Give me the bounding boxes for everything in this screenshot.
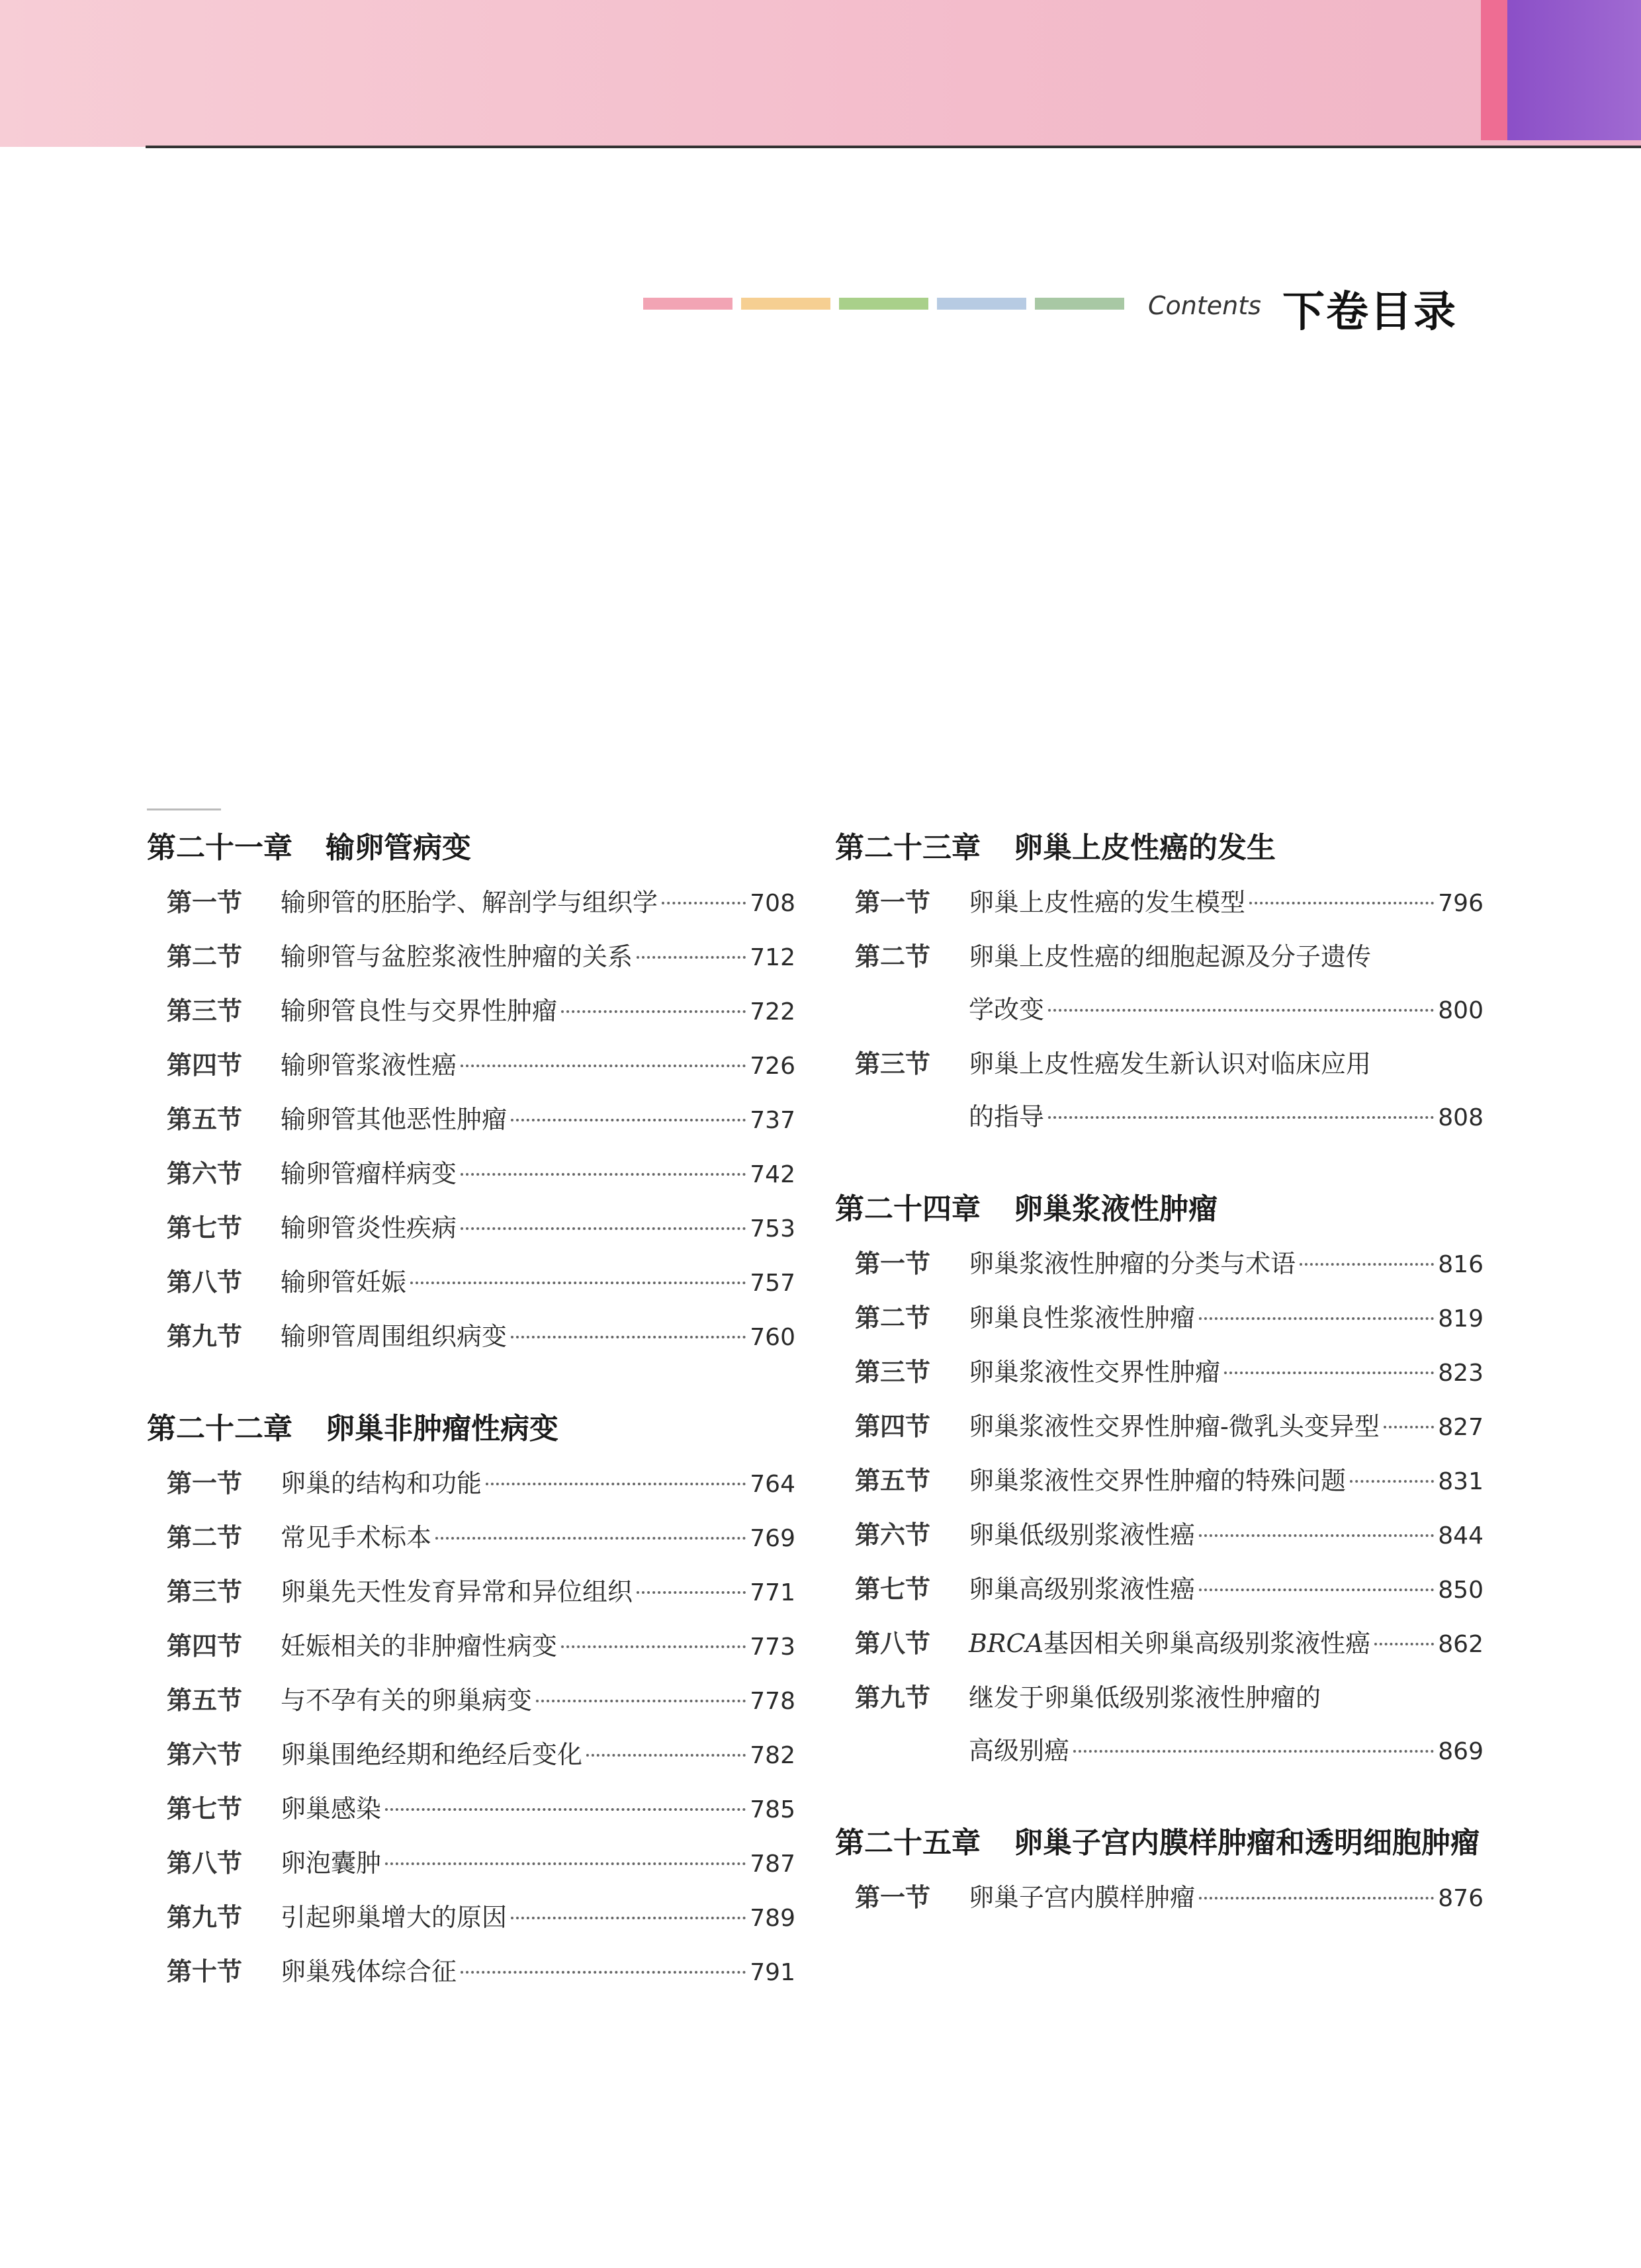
toc-entry[interactable]	[147, 930, 795, 984]
section-number: 第一节	[167, 1468, 243, 1498]
section-title	[281, 1837, 381, 1890]
section-title-text: 输卵管炎性疾病	[281, 1213, 457, 1243]
dot-leader	[1199, 1897, 1434, 1899]
page-number: 778	[750, 1688, 795, 1715]
section-number: 第三节	[167, 1577, 243, 1606]
toc-entry[interactable]	[835, 1508, 1484, 1563]
section-title-text: 输卵管良性与交界性肿瘤	[281, 996, 558, 1025]
color-bar	[741, 298, 830, 310]
section-title-text: 卵巢浆液性肿瘤的分类与术语	[969, 1249, 1296, 1278]
toc-entry[interactable]	[147, 876, 795, 930]
dot-leader	[1300, 1263, 1434, 1266]
section-title-text: 学改变	[969, 995, 1045, 1024]
section-title-text: 卵巢浆液性交界性肿瘤	[969, 1358, 1221, 1387]
section-number: 第三节	[167, 996, 243, 1025]
dot-leader	[1384, 1426, 1434, 1428]
section-number: 第七节	[167, 1794, 243, 1823]
section-number: 第九节	[167, 1902, 243, 1932]
section-title-text: 卵巢先天性发育异常和异位组织	[281, 1577, 633, 1606]
section-title-text: 卵巢子宫内膜样肿瘤	[969, 1883, 1196, 1912]
chapter-name: 卵巢子宫内膜样肿瘤和透明细胞肿瘤	[1014, 1826, 1480, 1860]
page-number: 831	[1438, 1468, 1484, 1495]
dot-leader	[461, 1971, 746, 1974]
section-title	[281, 1201, 457, 1254]
page-number: 764	[750, 1471, 795, 1498]
dot-leader	[1199, 1317, 1434, 1320]
header-color-bars	[643, 298, 1126, 310]
section-title-text: 卵巢围绝经期和绝经后变化	[281, 1740, 583, 1769]
spine-purple-strip	[1507, 0, 1641, 140]
toc-entry[interactable]	[147, 1039, 795, 1093]
section-title-text: 常见手术标本	[281, 1523, 432, 1552]
chapter-name: 卵巢浆液性肿瘤	[1014, 1192, 1218, 1226]
section-title	[281, 1891, 507, 1944]
page-number: 712	[750, 944, 795, 971]
section-title-text: 卵巢良性浆液性肿瘤	[969, 1303, 1196, 1332]
toc-entry[interactable]	[147, 1147, 795, 1201]
section-title	[281, 930, 633, 983]
dot-leader	[1374, 1643, 1434, 1645]
toc-entry[interactable]	[835, 1237, 1484, 1291]
page-number: 808	[1438, 1104, 1484, 1131]
page-title: 下卷目录	[1282, 288, 1457, 337]
dot-leader	[461, 1173, 746, 1176]
toc-entry[interactable]	[835, 1671, 1484, 1778]
toc-entry[interactable]	[147, 1256, 795, 1310]
page-number: 869	[1438, 1738, 1484, 1765]
header-rule	[146, 146, 1641, 148]
section-title-italic: BRCA	[969, 1629, 1044, 1658]
section-number: 第六节	[167, 1739, 243, 1769]
section-number: 第六节	[855, 1520, 931, 1549]
page-number: 823	[1438, 1360, 1484, 1387]
toc-entry[interactable]	[835, 876, 1484, 930]
section-title	[281, 1782, 381, 1835]
chapter-block	[835, 1815, 1484, 1925]
section-title	[281, 1674, 532, 1727]
section-number: 第四节	[855, 1411, 931, 1441]
toc-entry[interactable]	[147, 1891, 795, 1945]
color-bar	[937, 298, 1026, 310]
chapter-number: 第二十四章	[835, 1192, 981, 1226]
section-title-text: 引起卵巢增大的原因	[281, 1903, 508, 1932]
chapter-title[interactable]	[147, 820, 795, 876]
section-number: 第五节	[167, 1104, 243, 1134]
dot-leader	[1048, 1116, 1434, 1119]
section-number: 第九节	[855, 1682, 931, 1712]
section-number: 第六节	[167, 1158, 243, 1188]
section-number: 第一节	[855, 887, 931, 917]
section-number: 第九节	[167, 1321, 243, 1351]
dot-leader	[461, 1065, 746, 1067]
chapter-title[interactable]	[835, 1815, 1484, 1871]
dot-leader	[637, 956, 746, 959]
page-number: 757	[750, 1270, 795, 1297]
section-title-text: 输卵管周围组织病变	[281, 1322, 508, 1351]
section-title	[969, 1508, 1195, 1561]
dot-leader	[435, 1537, 746, 1540]
chapter-title[interactable]	[835, 820, 1484, 876]
section-title	[281, 1620, 557, 1673]
page-number: 771	[750, 1579, 795, 1606]
section-number: 第三节	[855, 1049, 931, 1078]
dot-leader	[561, 1645, 746, 1648]
page-number: 773	[750, 1634, 795, 1661]
toc-entry[interactable]	[147, 1310, 795, 1364]
section-title-text: 卵巢浆液性交界性肿瘤的特殊问题	[969, 1466, 1347, 1495]
section-number: 第二节	[167, 941, 243, 971]
section-title	[969, 1037, 1371, 1090]
section-title	[281, 1945, 457, 1998]
section-title-text: 卵巢低级别浆液性癌	[969, 1520, 1196, 1549]
toc-entry[interactable]	[835, 1346, 1484, 1400]
dot-leader	[1199, 1589, 1434, 1591]
section-title	[969, 930, 1371, 983]
section-title	[969, 1346, 1220, 1399]
color-bar	[643, 298, 732, 310]
toc-entry[interactable]	[147, 1457, 795, 1511]
toc-entry[interactable]	[147, 1674, 795, 1728]
section-title-text: 妊娠相关的非肿瘤性病变	[281, 1632, 558, 1661]
dot-leader	[486, 1483, 746, 1485]
section-number: 第一节	[855, 1248, 931, 1278]
chapter-number: 第二十二章	[147, 1412, 292, 1446]
chapter-title[interactable]	[147, 1401, 795, 1457]
toc-entry[interactable]	[835, 1563, 1484, 1617]
section-title	[969, 1090, 1044, 1143]
section-title-text: 卵巢上皮性癌的细胞起源及分子遗传	[969, 942, 1372, 971]
section-title	[281, 984, 557, 1037]
section-title-text: 输卵管与盆腔浆液性肿瘤的关系	[281, 942, 633, 971]
dot-leader	[511, 1917, 746, 1919]
section-title	[969, 1724, 1069, 1777]
toc-left-column	[147, 820, 795, 2036]
page-number: 769	[750, 1525, 795, 1552]
section-title-text: 基因相关卵巢高级别浆液性癌	[1043, 1629, 1371, 1658]
section-title	[969, 1671, 1321, 1724]
page-number: 708	[750, 890, 795, 917]
page-number: 722	[750, 998, 795, 1025]
top-color-band	[0, 0, 1641, 147]
dot-leader	[385, 1808, 746, 1811]
page-number: 827	[1438, 1414, 1484, 1441]
page-number: 850	[1438, 1577, 1484, 1604]
section-number: 第三节	[855, 1357, 931, 1387]
section-title	[281, 1728, 582, 1781]
toc-entry[interactable]	[147, 1565, 795, 1620]
section-title-text: 输卵管的胚胎学、解剖学与组织学	[281, 888, 658, 917]
section-number: 第五节	[855, 1465, 931, 1495]
section-number: 第十节	[167, 1956, 243, 1986]
page-number: 876	[1438, 1885, 1484, 1912]
section-number: 第一节	[855, 1882, 931, 1912]
section-title	[281, 1039, 457, 1092]
section-title	[969, 1871, 1195, 1924]
toc-entry[interactable]	[147, 1201, 795, 1256]
toc-entry[interactable]	[147, 1945, 795, 1999]
dot-leader	[511, 1119, 746, 1121]
section-title-text: 卵巢感染	[281, 1794, 382, 1823]
spine-pink-strip	[1481, 0, 1507, 140]
toc-entry[interactable]	[147, 1782, 795, 1837]
dot-leader	[586, 1754, 746, 1757]
chapter-block	[835, 820, 1484, 1145]
toc-entry[interactable]	[147, 1093, 795, 1147]
dot-leader	[1224, 1372, 1434, 1374]
section-title	[969, 1291, 1195, 1344]
chapter-number: 第二十五章	[835, 1826, 981, 1860]
page-number: 816	[1438, 1251, 1484, 1278]
toc-entry[interactable]	[147, 1837, 795, 1891]
section-number: 第八节	[167, 1848, 243, 1878]
section-title-text: 的指导	[969, 1102, 1045, 1131]
dot-leader	[1048, 1009, 1434, 1012]
dot-leader	[511, 1336, 746, 1338]
section-number: 第四节	[167, 1050, 243, 1080]
page-number: 862	[1438, 1631, 1484, 1658]
section-title	[281, 1256, 406, 1309]
toc-entry[interactable]	[835, 1454, 1484, 1508]
section-title-text: 与不孕有关的卵巢病变	[281, 1686, 533, 1715]
section-title-text: 卵巢的结构和功能	[281, 1469, 482, 1498]
chapter-title[interactable]	[835, 1182, 1484, 1237]
page-number: 789	[750, 1905, 795, 1932]
section-title	[281, 1565, 633, 1618]
toc-right-column	[835, 820, 1484, 1962]
section-number: 第七节	[167, 1213, 243, 1243]
page-number: 787	[750, 1851, 795, 1878]
dot-leader	[1350, 1480, 1434, 1483]
page-number: 753	[750, 1215, 795, 1243]
chapter-block	[147, 820, 795, 1364]
toc-entry[interactable]	[835, 1037, 1484, 1145]
page-number: 737	[750, 1107, 795, 1134]
dot-leader	[536, 1700, 746, 1702]
page-number: 844	[1438, 1522, 1484, 1549]
section-title-text: 继发于卵巢低级别浆液性肿瘤的	[969, 1683, 1321, 1712]
dot-leader	[662, 902, 746, 904]
toc-entry[interactable]	[147, 1511, 795, 1565]
section-number: 第七节	[855, 1574, 931, 1604]
section-title	[969, 876, 1245, 929]
page-number: 785	[750, 1796, 795, 1823]
dot-leader	[637, 1591, 746, 1594]
section-title-text: 卵巢上皮性癌的发生模型	[969, 888, 1246, 917]
section-title	[281, 1310, 507, 1363]
toc-entry[interactable]	[835, 1617, 1484, 1671]
section-title	[281, 1147, 457, 1200]
page-number: 791	[750, 1959, 795, 1986]
color-bar	[839, 298, 928, 310]
dot-leader	[561, 1010, 746, 1013]
toc-entry[interactable]	[147, 984, 795, 1039]
section-title	[969, 1617, 1370, 1670]
color-bar	[1035, 298, 1124, 310]
section-number: 第八节	[855, 1628, 931, 1658]
section-title-text: 输卵管瘤样病变	[281, 1159, 457, 1188]
section-title-text: 输卵管妊娠	[281, 1268, 407, 1297]
chapter-number: 第二十一章	[147, 831, 292, 865]
section-number: 第二节	[167, 1522, 243, 1552]
section-title-text: 高级别癌	[969, 1736, 1070, 1765]
dot-leader	[1199, 1534, 1434, 1537]
section-title-text: 卵泡囊肿	[281, 1849, 382, 1878]
section-number: 第八节	[167, 1267, 243, 1297]
section-title	[969, 1400, 1380, 1453]
decorative-mark	[147, 808, 221, 810]
section-title	[969, 1563, 1195, 1616]
chapter-name: 卵巢上皮性癌的发生	[1014, 831, 1276, 865]
page-number: 742	[750, 1161, 795, 1188]
section-title	[969, 1237, 1296, 1290]
section-title-text: 输卵管其他恶性肿瘤	[281, 1105, 508, 1134]
section-title	[281, 1457, 482, 1510]
chapter-name: 输卵管病变	[326, 831, 471, 865]
page-number: 819	[1438, 1305, 1484, 1332]
section-number: 第四节	[167, 1631, 243, 1661]
section-title	[281, 1093, 507, 1146]
section-title	[969, 1454, 1346, 1507]
section-title-text: 卵巢残体综合征	[281, 1957, 457, 1986]
dot-leader	[385, 1862, 746, 1865]
section-number: 第一节	[167, 887, 243, 917]
toc-entry[interactable]	[835, 1291, 1484, 1346]
toc-entry[interactable]	[147, 1728, 795, 1782]
chapter-name: 卵巢非肿瘤性病变	[326, 1412, 558, 1446]
dot-leader	[461, 1227, 746, 1230]
section-title	[969, 983, 1044, 1036]
dot-leader	[1073, 1750, 1434, 1753]
section-title-text: 输卵管浆液性癌	[281, 1051, 457, 1080]
page-number: 800	[1438, 997, 1484, 1024]
section-number: 第二节	[855, 1303, 931, 1332]
section-title-text: 卵巢高级别浆液性癌	[969, 1575, 1196, 1604]
page-number: 782	[750, 1742, 795, 1769]
page-number: 760	[750, 1324, 795, 1351]
dot-leader	[1249, 902, 1434, 904]
section-title	[281, 1511, 431, 1564]
toc-entry[interactable]	[835, 930, 1484, 1037]
chapter-block	[147, 1401, 795, 1999]
section-title	[281, 876, 658, 929]
chapter-number: 第二十三章	[835, 831, 981, 865]
page-number: 796	[1438, 890, 1484, 917]
section-number: 第二节	[855, 941, 931, 971]
page-number: 726	[750, 1053, 795, 1080]
dot-leader	[410, 1282, 746, 1284]
toc-entry[interactable]	[147, 1620, 795, 1674]
contents-label: Contents	[1148, 291, 1261, 320]
toc-entry[interactable]	[835, 1400, 1484, 1454]
chapter-block	[835, 1182, 1484, 1778]
toc-entry[interactable]	[835, 1871, 1484, 1925]
section-number: 第五节	[167, 1685, 243, 1715]
section-title-text: 卵巢浆液性交界性肿瘤-微乳头变异型	[969, 1412, 1380, 1441]
section-title-text: 卵巢上皮性癌发生新认识对临床应用	[969, 1049, 1372, 1078]
